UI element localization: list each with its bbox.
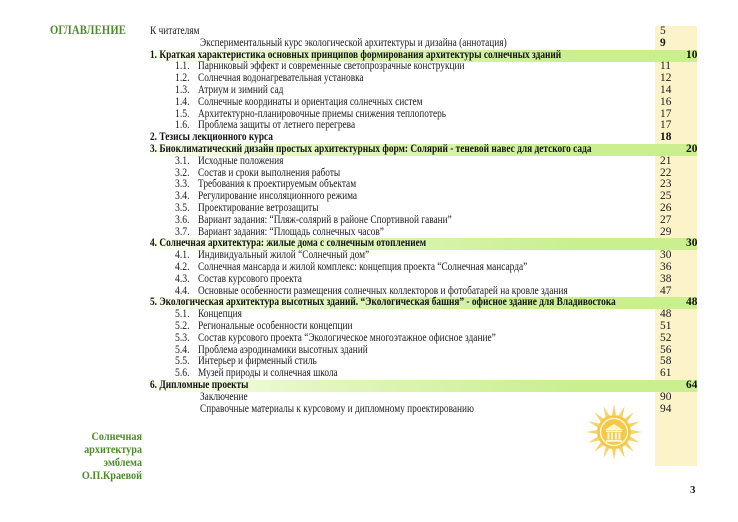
toc-row bbox=[0, 144, 738, 156]
toc-row bbox=[0, 368, 738, 380]
entry-title: Солнечная водонагревательная установка bbox=[198, 72, 364, 85]
section-number: 3.7. bbox=[175, 225, 190, 238]
entry-page-number: 48 bbox=[660, 308, 672, 321]
entry-title: Солнечные координаты и ориентация солнечных систем bbox=[198, 95, 423, 108]
section-number: 3.5. bbox=[175, 201, 190, 214]
entry-page-number: 21 bbox=[660, 154, 672, 167]
section-number: 5.3. bbox=[175, 331, 190, 344]
toc-row bbox=[0, 191, 738, 203]
toc-row bbox=[0, 73, 738, 85]
chapter-highlight-band bbox=[580, 144, 697, 156]
section-number: 3.2. bbox=[175, 166, 190, 179]
entry-page-number: 47 bbox=[660, 284, 672, 297]
sun-emblem-icon bbox=[585, 403, 643, 461]
entry-title: Проблема аэродинамики высотных зданий bbox=[198, 343, 368, 356]
toc-row bbox=[0, 309, 738, 321]
entry-title: Заключение bbox=[200, 390, 248, 403]
entry-page-number: 10 bbox=[686, 48, 698, 61]
chapter-title: 1. Краткая характеристика основных принципов формирования архитектуры солнечных зданий bbox=[150, 48, 562, 61]
entry-page-number: 52 bbox=[660, 331, 672, 344]
section-number: 3.3. bbox=[175, 178, 190, 191]
entry-page-number: 11 bbox=[660, 60, 671, 73]
contents-heading: ОГЛАВЛЕНИЕ bbox=[50, 23, 127, 37]
emblem-credit bbox=[40, 430, 142, 482]
entry-title: Требования к проектируемым объектам bbox=[198, 178, 357, 191]
entry-page-number: 38 bbox=[660, 272, 672, 285]
chapter-highlight-band bbox=[580, 380, 697, 392]
toc-row bbox=[0, 356, 738, 368]
entry-title: Регулирование инсоляционного режима bbox=[198, 190, 358, 203]
section-number: 3.6. bbox=[175, 213, 190, 226]
section-number: 1.2. bbox=[175, 72, 190, 85]
entry-title: Архитектурно-планировочные приемы снижения теплопотерь bbox=[198, 107, 447, 120]
section-number: 5.4. bbox=[175, 343, 190, 356]
section-number: 3.1. bbox=[175, 154, 190, 167]
entry-title: Состав курсового проекта “Экологическое многоэтажное офисное здание” bbox=[198, 331, 496, 344]
toc-row bbox=[0, 179, 738, 191]
entry-page-number: 16 bbox=[660, 95, 672, 108]
entry-page-number: 61 bbox=[660, 367, 672, 380]
entry-title: Вариант задания: “Площадь солнечных часов” bbox=[198, 225, 384, 238]
entry-title: Исходные положения bbox=[198, 154, 284, 167]
chapter-title: 4. Солнечная архитектура: жилые дома с солнечным отоплением bbox=[150, 237, 427, 250]
chapter-title: 2. Тезисы лекционного курса bbox=[150, 131, 273, 144]
entry-page-number: 90 bbox=[660, 390, 672, 403]
entry-page-number: 30 bbox=[686, 237, 698, 250]
entry-page-number: 18 bbox=[660, 131, 672, 144]
entry-page-number: 27 bbox=[660, 213, 672, 226]
credit-line: эмблема bbox=[103, 455, 142, 469]
page-number: 3 bbox=[690, 484, 696, 496]
section-number: 1.1. bbox=[175, 60, 190, 73]
section-number: 4.4. bbox=[175, 284, 190, 297]
entry-page-number: 56 bbox=[660, 343, 672, 356]
toc-row bbox=[0, 333, 738, 345]
entry-title: Музей природы и солнечная школа bbox=[198, 367, 338, 380]
section-number: 5.1. bbox=[175, 308, 190, 321]
entry-page-number: 94 bbox=[660, 402, 672, 415]
entry-title: Атриум и зимний сад bbox=[198, 83, 284, 96]
entry-page-number: 29 bbox=[660, 225, 672, 238]
toc-row bbox=[0, 297, 738, 309]
toc-row bbox=[0, 109, 738, 121]
entry-page-number: 48 bbox=[686, 296, 698, 309]
toc-row bbox=[0, 61, 738, 73]
entry-title: Солнечная мансарда и жилой комплекс: концепция проекта “Солнечная мансарда” bbox=[198, 260, 528, 273]
section-number: 1.6. bbox=[175, 119, 190, 132]
section-number: 5.5. bbox=[175, 355, 190, 368]
section-number: 5.2. bbox=[175, 319, 190, 332]
section-number: 1.3. bbox=[175, 83, 190, 96]
section-number: 5.6. bbox=[175, 367, 190, 380]
entry-title: Интерьер и фирменный стиль bbox=[198, 355, 317, 368]
entry-title: Справочные материалы к курсовому и дипломному проектированию bbox=[200, 402, 475, 415]
toc-row bbox=[0, 156, 738, 168]
section-number: 1.4. bbox=[175, 95, 190, 108]
entry-title: Состав и сроки выполнения работы bbox=[198, 166, 341, 179]
entry-page-number: 5 bbox=[660, 25, 666, 37]
toc-row bbox=[0, 120, 738, 132]
entry-page-number: 17 bbox=[660, 107, 672, 120]
entry-title: Концепция bbox=[198, 308, 242, 321]
section-number: 4.1. bbox=[175, 249, 190, 262]
entry-title: Проектирование ветрозащиты bbox=[198, 201, 319, 214]
entry-page-number: 26 bbox=[660, 201, 672, 214]
entry-title: Основные особенности размещения солнечных коллекторов и фотобатарей на кровле здания bbox=[198, 284, 568, 297]
chapter-title: 5. Экологическая архитектура высотных зданий. “Экологическая башня” - офисное здание для Владивостока bbox=[150, 296, 616, 309]
entry-title: Парниковый эффект и современные светопрозрачные конструкции bbox=[198, 60, 465, 73]
entry-page-number: 23 bbox=[660, 178, 672, 191]
section-number: 3.4. bbox=[175, 190, 190, 203]
entry-page-number: 64 bbox=[686, 378, 698, 391]
entry-title: Вариант задания: “Пляж-солярий в районе Спортивной гавани” bbox=[198, 213, 452, 226]
entry-page-number: 17 bbox=[660, 119, 672, 132]
entry-page-number: 20 bbox=[686, 142, 698, 155]
section-number: 1.5. bbox=[175, 107, 190, 120]
entry-page-number: 22 bbox=[660, 166, 672, 179]
entry-page-number: 36 bbox=[660, 260, 672, 273]
credit-line: О.П.Краевой bbox=[81, 468, 142, 482]
entry-title: Индивидуальный жилой “Солнечный дом” bbox=[198, 249, 370, 262]
entry-page-number: 30 bbox=[660, 249, 672, 262]
entry-page-number: 51 bbox=[660, 319, 672, 332]
entry-page-number: 58 bbox=[660, 355, 672, 368]
toc-row bbox=[0, 380, 738, 392]
chapter-title: 3. Биоклиматический дизайн простых архитектурных форм: Солярий - теневой навес для детского сада bbox=[150, 142, 592, 155]
entry-title: Экспериментальный курс экологической архитектуры и дизайна (аннотация) bbox=[200, 36, 507, 49]
entry-page-number: 12 bbox=[660, 72, 672, 85]
section-number: 4.2. bbox=[175, 260, 190, 273]
table-of-contents bbox=[0, 26, 738, 415]
chapter-highlight-band bbox=[580, 238, 697, 250]
entry-title: К читателям bbox=[150, 25, 200, 37]
chapter-highlight-band bbox=[580, 50, 697, 62]
entry-title: Региональные особенности концепции bbox=[198, 319, 353, 332]
chapter-title: 6. Дипломные проекты bbox=[150, 378, 249, 391]
credit-line: Солнечная архитектура bbox=[84, 429, 142, 456]
toc-row bbox=[0, 168, 738, 180]
entry-title: Проблема защиты от летнего перегрева bbox=[198, 119, 356, 132]
entry-page-number: 9 bbox=[660, 36, 666, 49]
entry-page-number: 25 bbox=[660, 190, 672, 203]
section-number: 4.3. bbox=[175, 272, 190, 285]
entry-page-number: 14 bbox=[660, 83, 672, 96]
toc-row bbox=[0, 345, 738, 357]
entry-title: Состав курсового проекта bbox=[198, 272, 302, 285]
toc-row bbox=[0, 262, 738, 274]
